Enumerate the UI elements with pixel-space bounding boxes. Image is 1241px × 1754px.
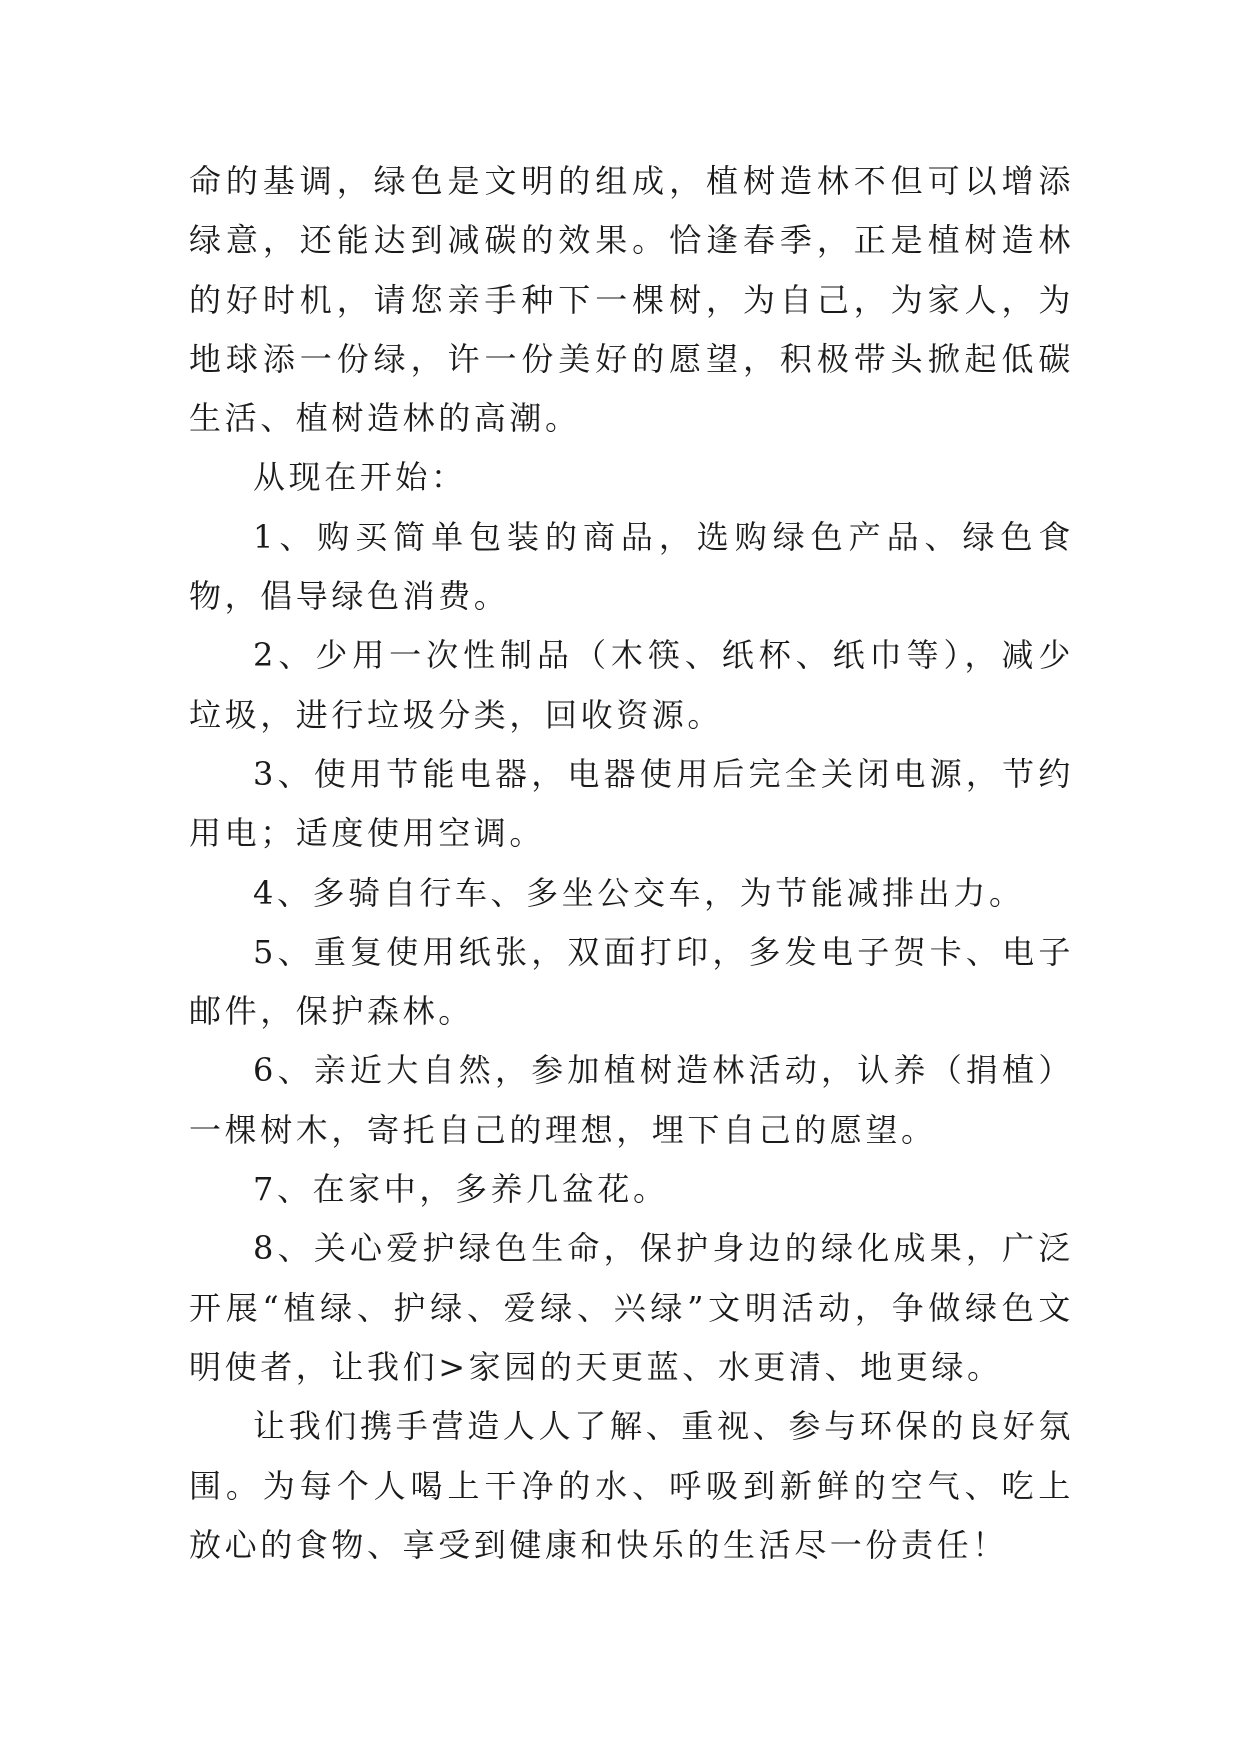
list-item-2: 2、少用一次性制品（木筷、纸杯、纸巾等），减少垃圾，进行垃圾分类，回收资源。: [189, 636, 1074, 734]
list-item-3: 3、使用节能电器，电器使用后完全关闭电源，节约用电；适度使用空调。: [189, 754, 1074, 853]
list-item-6: 6、亲近大自然，参加植树造林活动，认养（捐植）一棵树木，寄托自己的理想，埋下自己的愿望。: [189, 1051, 1074, 1149]
list-item-5: 5、重复使用纸张，双面打印，多发电子贺卡、电子邮件，保护森林。: [189, 932, 1074, 1031]
document-body: [189, 152, 1074, 1575]
list-item-8: 8、关心爱护绿色生命，保护身边的绿化成果，广泛开展“植绿、护绿、爱绿、兴绿”文明活动，争做绿色文明使者，让我们>家园的天更蓝、水更清、地更绿。: [189, 1229, 1074, 1386]
list-item-4: 4、多骑自行车、多坐公交车，为节能减排出力。: [253, 873, 1025, 912]
list-item-7: 7、在家中，多养几盆花。: [253, 1170, 669, 1209]
paragraph-continuation: 命的基调，绿色是文明的组成，植树造林不但可以增添绿意，还能达到减碳的效果。恰逢春季，正是植树造林的好时机，请您亲手种下一棵树，为自己，为家人，为地球添一份绿，许一份美好的愿望，积极带头掀起低碳生活、植树造林的高潮。: [189, 162, 1074, 438]
list-item-1: 1、购买简单包装的商品，选购绿色产品、绿色食物，倡导绿色消费。: [189, 517, 1074, 616]
closing-paragraph: 让我们携手营造人人了解、重视、参与环保的良好氛围。为每个人喝上干净的水、呼吸到新鲜的空气、吃上放心的食物、享受到健康和快乐的生活尽一份责任！: [189, 1407, 1074, 1564]
paragraph-intro-from-now: 从现在开始：: [253, 458, 467, 497]
